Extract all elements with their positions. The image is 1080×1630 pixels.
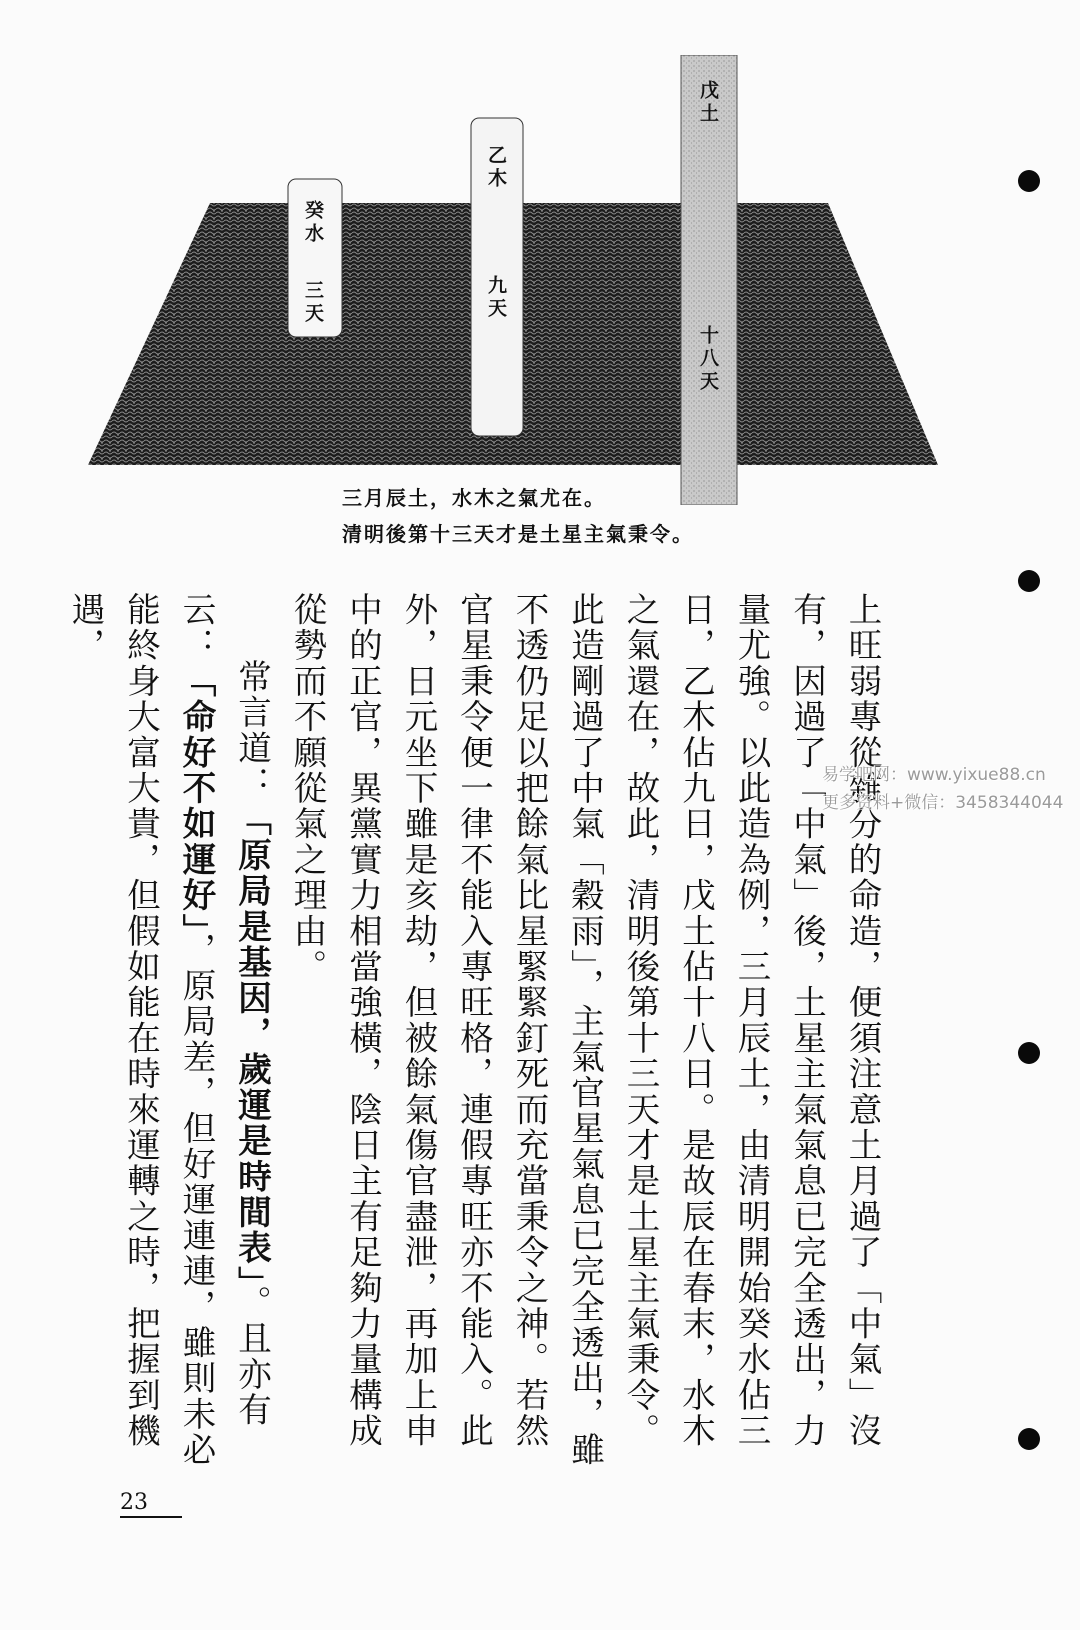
watermark-line2: 更多资料+微信：3458344044 [822,793,1064,813]
pillar-wu-earth-element: 戊土 [697,80,719,126]
earth-mound-illustration [88,55,978,505]
figure-caption-line1: 三月辰土，水木之氣尤在。 [342,486,606,510]
pillar-gui-water-element: 癸水 [302,200,324,246]
paragraph-2-prefix: 常言道： [232,659,272,802]
pillar-gui-water-days: 三天 [302,280,324,326]
pillar-yi-wood-days: 九天 [485,275,507,321]
quote-fate-luck: 「命好不如運好」 [177,663,216,933]
vertical-body-text [66,592,890,1472]
page-number: 23 [120,1490,182,1518]
paragraph-1: 上旺弱專從雜分的命造，便須注意土月過了「中氣」沒有，因過了「中氣」後，土星主氣氣息已完全透出，力量尤強。以此造為例，三月辰土，由清明開始癸水佔三日，乙木佔九日，戊土佔十八日。是故辰在春末，水木之氣還在，故此，清明後第十三天才是土星主氣秉令。此造剛過了中氣「穀雨」，主氣官星氣息已完全透出，雖不透仍足以把餘氣比星緊緊釘死而充當秉令之神。若然官星秉令便一律不能入專旺格，連假專旺亦不能入。此外，日元坐下雖是亥劫，但被餘氣傷官盡泄，再加上申中的正官，異黨實力相當強橫，陰日主有足夠力量構成從勢而不願從氣之理由。 [288,592,882,1468]
paragraph-2-rest: ，原局差，但好運連連，雖則未必能終身大富大貴，但假如能在時來運轉之時，把握到機遇， [66,592,216,1468]
paragraph-2 [58,592,280,1472]
quote-genes-timetable: 「原局是基因，歲運是時間表」 [232,801,272,1285]
binder-hole-icon [1018,1042,1040,1064]
pillar-yi-wood-element: 乙木 [485,145,507,191]
binder-hole-icon [1018,170,1040,192]
paragraph-2-mid: 。且亦有云： [177,592,272,1428]
binder-hole-icon [1018,570,1040,592]
figure-caption-line2: 清明後第十三天才是土星主氣秉令。 [342,522,694,546]
binder-hole-icon [1018,1428,1040,1450]
pillar-diagram [88,55,978,505]
watermark-line1: 易学吧网：www.yixue88.cn [822,765,1046,785]
pillar-wu-earth-days: 十八天 [697,325,719,394]
